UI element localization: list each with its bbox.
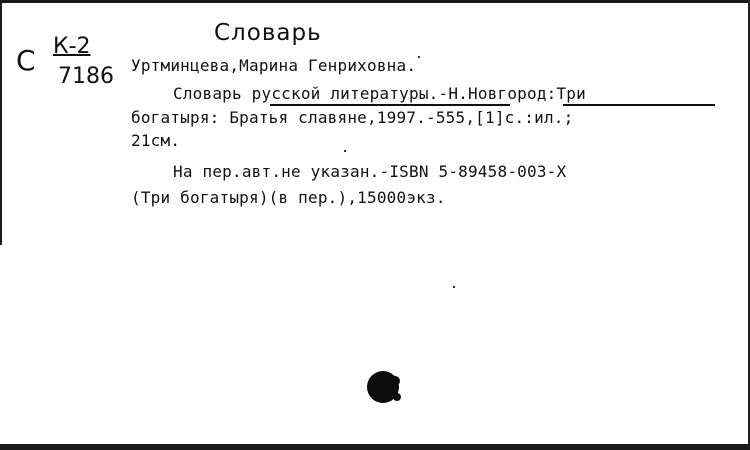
call-number-bottom: 7186: [58, 64, 114, 89]
place-underline: [563, 104, 715, 106]
top-border: [0, 0, 750, 3]
publisher-line: богатыря: Братья славяне,1997.-555,[1]с.:ил.;: [131, 108, 574, 127]
bottom-border: [0, 444, 750, 450]
left-border: [0, 0, 2, 245]
size-line: 21см.: [131, 131, 181, 150]
handwritten-heading: Словарь: [214, 20, 322, 46]
title-underline: [270, 104, 510, 106]
title-line: Словарь русской литературы.-Н.Новгород:Три: [173, 84, 586, 103]
call-number-top: К-2: [53, 34, 91, 59]
series-line: (Три богатыря)(в пер.),15000экз.: [131, 188, 446, 207]
punch-hole-mark: [365, 367, 405, 407]
author-line: Уртминцева,Марина Генриховна.: [131, 56, 417, 75]
note-line: На пер.авт.не указан.-ISBN 5-89458-003-X: [173, 162, 567, 181]
handwritten-prefix: С: [16, 44, 36, 77]
